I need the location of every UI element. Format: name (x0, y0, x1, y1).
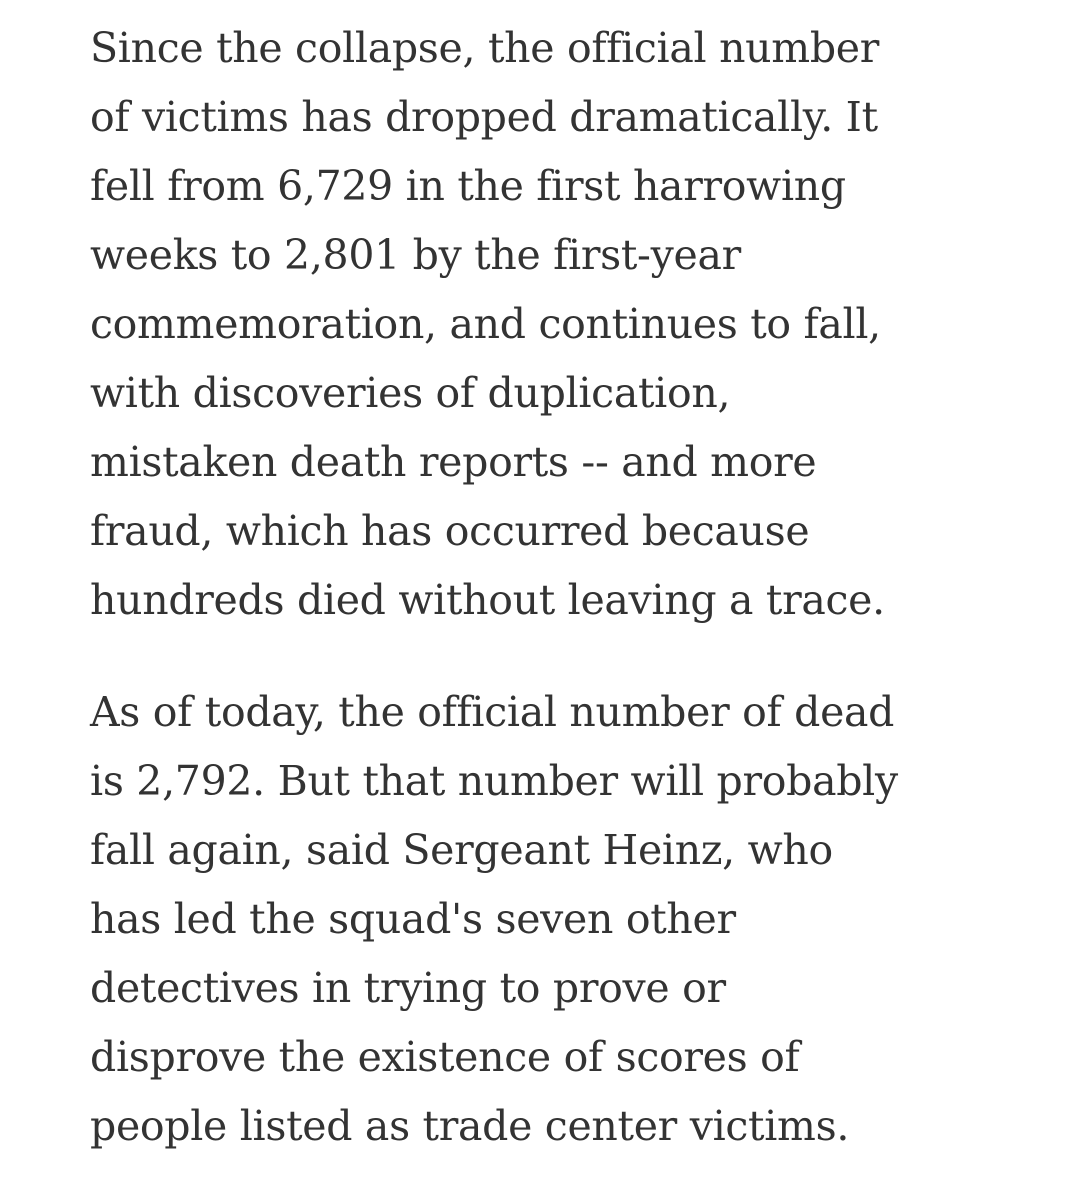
paragraph-line: Since the collapse, the official number (90, 24, 880, 72)
paragraph-line: As of today, the official number of dead (90, 688, 895, 736)
paragraph-line: commemoration, and continues to fall, (90, 300, 881, 348)
paragraph-2 (90, 678, 1050, 1161)
paragraph-line: with discoveries of duplication, (90, 369, 731, 417)
paragraph-line: fell from 6,729 in the first harrowing (90, 162, 846, 210)
article-body (90, 14, 1050, 1161)
paragraph-line: weeks to 2,801 by the first-year (90, 231, 741, 279)
paragraph-line: mistaken death reports -- and more (90, 438, 817, 486)
paragraph-line: has led the squad's seven other (90, 895, 736, 943)
paragraph-line: disprove the existence of scores of (90, 1033, 800, 1081)
paragraph-line: people listed as trade center victims. (90, 1102, 850, 1150)
paragraph-line: detectives in trying to prove or (90, 964, 726, 1012)
paragraph-line: fraud, which has occurred because (90, 507, 810, 555)
paragraph-line: fall again, said Sergeant Heinz, who (90, 826, 833, 874)
paragraph-1 (90, 14, 1050, 635)
paragraph-line: of victims has dropped dramatically. It (90, 93, 878, 141)
paragraph-line: hundreds died without leaving a trace. (90, 576, 885, 624)
paragraph-line: is 2,792. But that number will probably (90, 757, 898, 805)
